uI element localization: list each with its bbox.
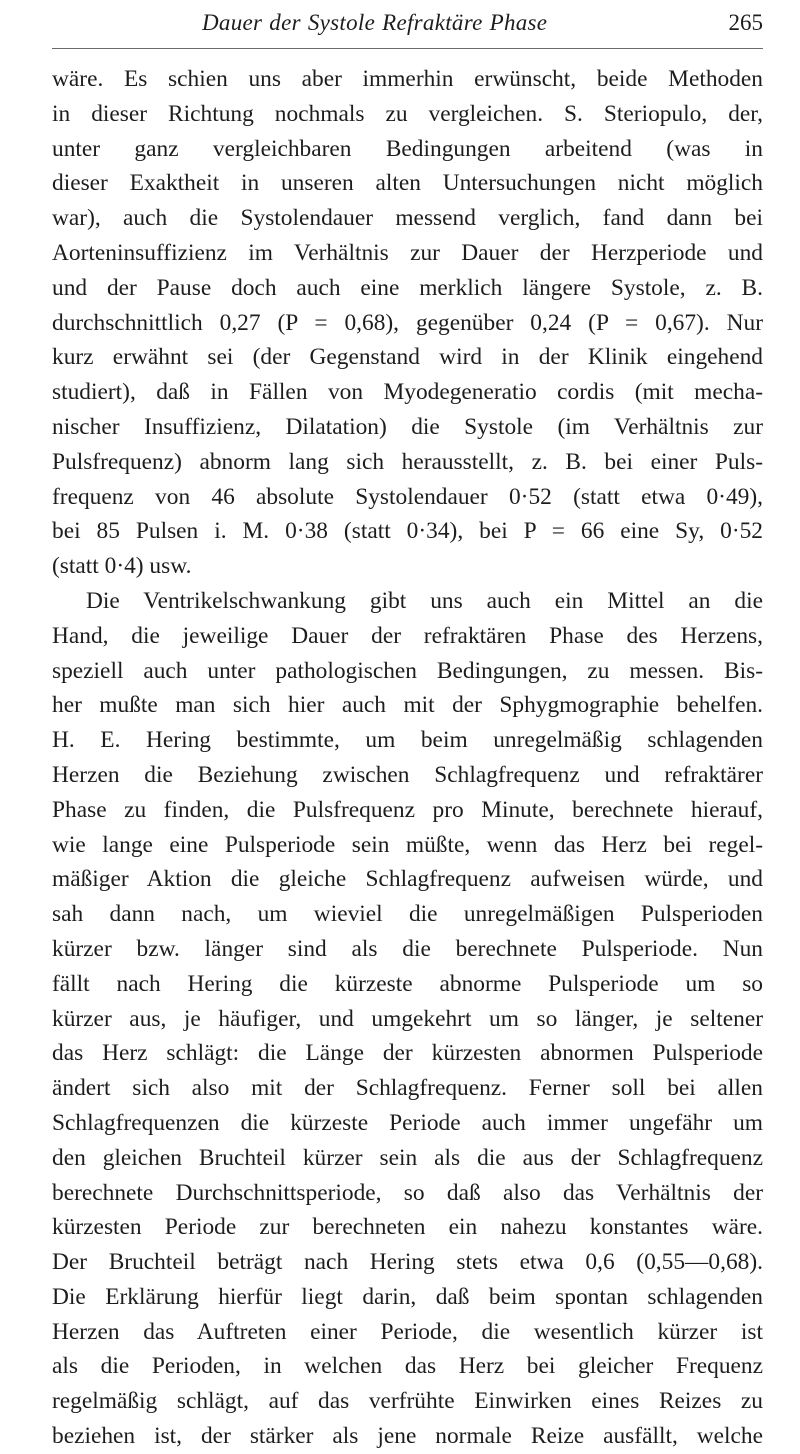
text-line: unter ganz vergleichbaren Bedingungen arbeitend (was in (52, 135, 763, 162)
text-line: kürzesten Periode zur berechneten ein nahezu konstantes wäre. (52, 1214, 763, 1241)
text-line: her mußte man sich hier auch mit der Sphygmographie behelfen. (52, 692, 763, 719)
text-line: speziell auch unter pathologischen Bedingungen, zu messen. Bis- (52, 657, 763, 684)
text-line: durchschnittlich 0,27 (P = 0,68), gegenüber 0,24 (P = 0,67). Nur (52, 309, 763, 336)
text-line: Schlagfrequenzen die kürzeste Periode auch immer ungefähr um (52, 1109, 763, 1136)
body-text (52, 62, 763, 1454)
text-line: bei 85 Pulsen i. M. 0·38 (statt 0·34), bei P = 66 eine Sy, 0·52 (52, 518, 763, 545)
title-word: Refraktäre (382, 10, 483, 35)
text-line: war), auch die Systolendauer messend verglich, fand dann bei (52, 205, 763, 232)
text-line: kurz erwähnt sei (der Gegenstand wird in der Klinik eingehend (52, 344, 763, 371)
text-line: Herzen das Auftreten einer Periode, die wesentlich kürzer ist (52, 1318, 763, 1345)
text-line: berechnete Durchschnittsperiode, so daß also das Verhältnis der (52, 1179, 763, 1206)
text-line: beziehen ist, der stärker als jene normale Reize ausfällt, welche (52, 1423, 763, 1450)
running-title (202, 10, 554, 36)
paragraph-end-line: (statt 0·4) usw. (52, 553, 192, 580)
text-line: und der Pause doch auch eine merklich längere Systole, z. B. (52, 274, 763, 301)
text-line: wäre. Es schien uns aber immerhin erwünscht, beide Methoden (52, 66, 763, 92)
running-head (52, 8, 763, 49)
text-line: kürzer aus, je häufiger, und umgekehrt um so länger, je seltener (52, 1005, 763, 1032)
text-line: das Herz schlägt: die Länge der kürzesten abnormen Pulsperiode (52, 1040, 763, 1067)
text-line: regelmäßig schlägt, auf das verfrühte Einwirken eines Reizes zu (52, 1388, 763, 1415)
text-line: frequenz von 46 absolute Systolendauer 0·52 (statt etwa 0·49), (52, 483, 763, 510)
title-word: Dauer (202, 10, 263, 35)
text-line: studiert), daß in Fällen von Myodegeneratio cordis (mit mecha- (52, 379, 763, 406)
text-line: als die Perioden, in welchen das Herz bei gleicher Frequenz (52, 1353, 763, 1380)
text-line: Der Bruchteil beträgt nach Hering stets etwa 0,6 (0,55—0,68). (52, 1249, 763, 1276)
text-line: Herzen die Beziehung zwischen Schlagfrequenz und refraktärer (52, 761, 763, 788)
page-number: 265 (728, 10, 763, 35)
title-word: der (269, 10, 301, 35)
text-line: sah dann nach, um wieviel die unregelmäßigen Pulsperioden (52, 901, 763, 928)
text-line: in dieser Richtung nochmals zu vergleichen. S. Steriopulo, der, (52, 100, 763, 127)
text-line: H. E. Hering bestimmte, um beim unregelmäßig schlagenden (52, 727, 763, 754)
text-line: mäßiger Aktion die gleiche Schlagfrequenz aufweisen würde, und (52, 866, 763, 893)
text-line: den gleichen Bruchteil kürzer sein als die aus der Schlagfrequenz (52, 1144, 763, 1171)
text-line: ändert sich also mit der Schlagfrequenz. Ferner soll bei allen (52, 1075, 763, 1102)
text-line: Hand, die jeweilige Dauer der refraktären Phase des Herzens, (52, 622, 763, 649)
text-line: Pulsfrequenz) abnorm lang sich herausstellt, z. B. bei einer Puls- (52, 448, 763, 475)
text-line: dieser Exaktheit in unseren alten Untersuchungen nicht möglich (52, 170, 763, 197)
title-word: Phase (489, 10, 548, 35)
text-line: Die Erklärung hierfür liegt darin, daß beim spontan schlagenden (52, 1283, 763, 1310)
text-line: kürzer bzw. länger sind als die berechnete Pulsperiode. Nun (52, 935, 763, 962)
text-line: fällt nach Hering die kürzeste abnorme Pulsperiode um so (52, 970, 763, 997)
text-line: Phase zu finden, die Pulsfrequenz pro Minute, berechnete hierauf, (52, 796, 763, 823)
text-line: wie lange eine Pulsperiode sein müßte, wenn das Herz bei regel- (52, 831, 763, 858)
text-line: nischer Insuffizienz, Dilatation) die Systole (im Verhältnis zur (52, 413, 763, 440)
title-word: Systole (307, 10, 376, 35)
text-line: Aorteninsuffizienz im Verhältnis zur Dauer der Herzperiode und (52, 239, 763, 266)
paragraph-start-line: Die Ventrikelschwankung gibt uns auch ein Mittel an die (86, 587, 763, 614)
